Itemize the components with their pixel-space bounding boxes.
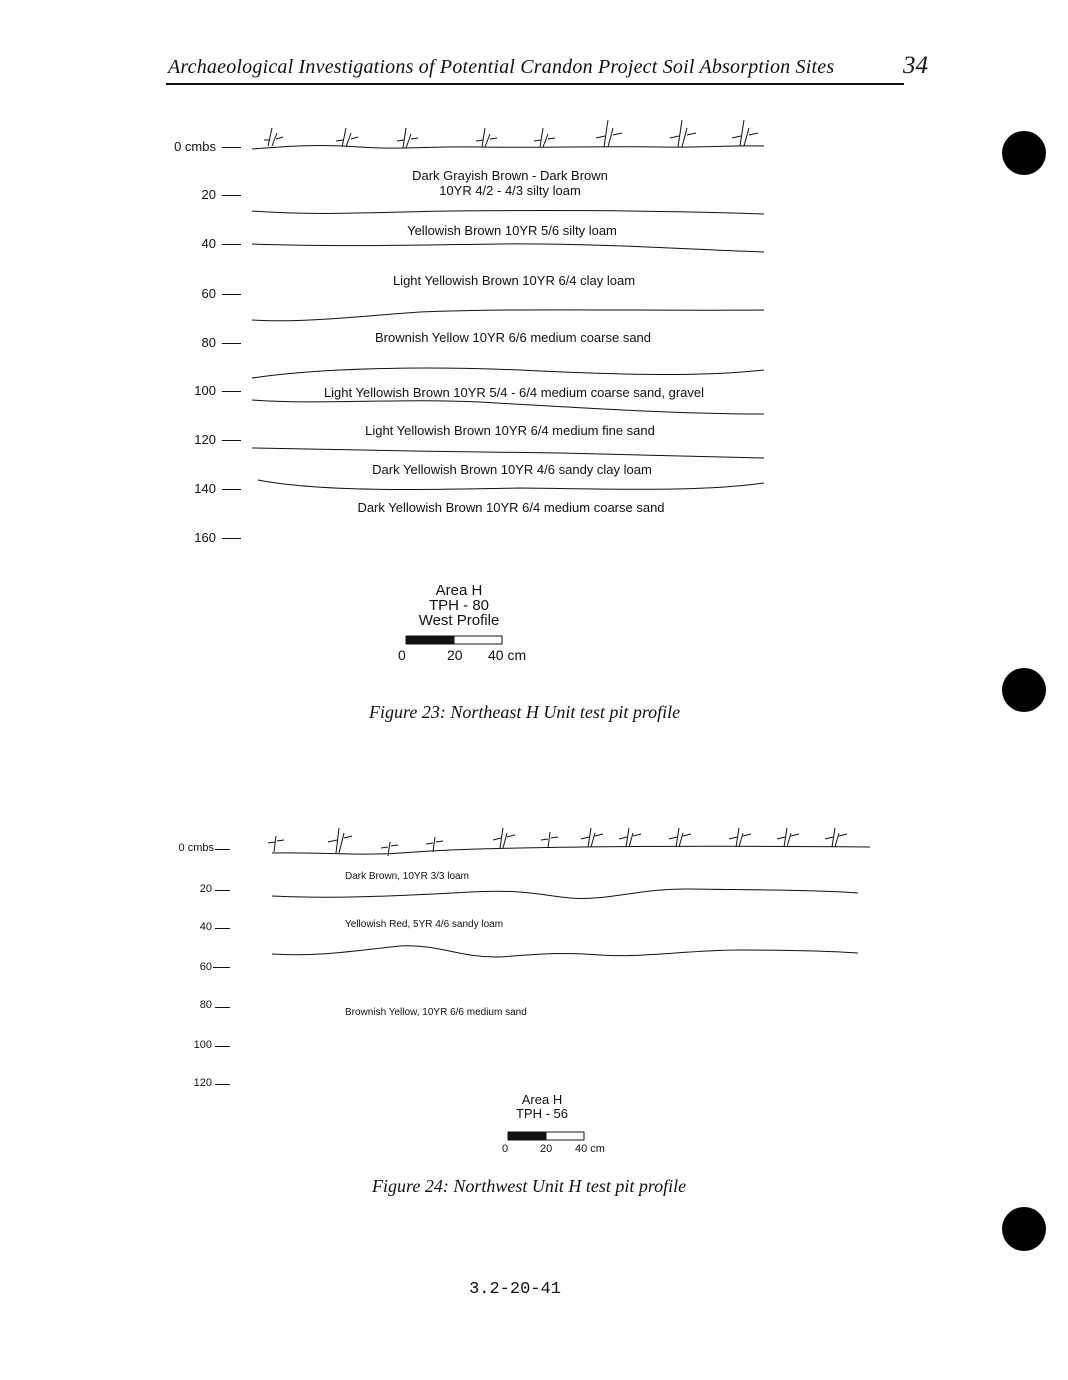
depth-label: 0 cmbs (174, 139, 216, 154)
depth-label: 160 (194, 530, 216, 545)
running-header-title: Archaeological Investigations of Potential Crandon Project Soil Absorption Sites (168, 56, 835, 78)
depth-label: 60 (201, 286, 216, 301)
depth-label: 20 (199, 883, 212, 895)
scale-label: 0 (398, 647, 406, 663)
horizon-label-line: Dark Grayish Brown - Dark Brown (412, 168, 608, 183)
grass-tuft-symbol (669, 828, 691, 847)
horizon-label: Light Yellowish Brown 10YR 6/4 medium fine sand (365, 423, 655, 438)
grass-tuft-symbol (493, 828, 515, 848)
depth-label: 100 (193, 1039, 212, 1051)
figure-caption: Figure 23: Northeast H Unit test pit profile (369, 702, 681, 722)
ground-surface-line (272, 846, 870, 854)
horizon-label: Dark Brown, 10YR 3/3 loam (345, 871, 469, 882)
profile-area: Area H (521, 1092, 563, 1107)
horizon-label: Yellowish Red, 5YR 4/6 sandy loam (345, 919, 504, 930)
profile-area: Area H (435, 582, 483, 599)
horizon-label: Yellowish Brown 10YR 5/6 silty loam (407, 223, 617, 238)
horizon-label: Light Yellowish Brown 10YR 6/4 clay loam (392, 273, 636, 288)
grass-tuft-symbol (581, 828, 603, 847)
depth-label: 40 (201, 236, 216, 251)
horizon-label-line: 10YR 4/2 - 4/3 silty loam (439, 183, 581, 198)
scale-bar (508, 1132, 584, 1140)
page-number: 34 (903, 52, 928, 79)
grass-tuft-symbol (328, 828, 352, 853)
depth-label: 80 (201, 335, 216, 350)
depth-label: 100 (194, 383, 216, 398)
depth-label: 40 (199, 921, 212, 933)
horizon-boundary-line (272, 889, 858, 899)
profile-pit-id: TPH - 80 (428, 597, 489, 614)
profile-pit-id: TPH - 56 (515, 1106, 568, 1121)
horizon-label: Light Yellowish Brown 10YR 5/4 - 6/4 medium coarse sand, gravel (323, 385, 705, 400)
grass-tuft-symbol (426, 837, 443, 852)
figure-caption: Figure 24: Northwest Unit H test pit profile (372, 1176, 687, 1196)
grass-tuft-symbol (777, 828, 799, 847)
scale-label: 20 (540, 1143, 553, 1155)
depth-label: 120 (193, 1077, 212, 1089)
depth-label: 20 (201, 187, 216, 202)
profile-id-block (482, 1093, 602, 1121)
grass-tuft-symbol (619, 828, 641, 847)
grass-tuft-symbol (268, 836, 284, 852)
scale-label: 20 (447, 647, 463, 663)
depth-label: 0 cmbs (178, 842, 214, 854)
depth-label: 140 (194, 481, 216, 496)
depth-label: 80 (199, 999, 212, 1011)
depth-label: 120 (194, 432, 216, 447)
scale-label: 40 cm (488, 647, 527, 663)
grass-tuft-symbol (825, 828, 847, 847)
scale-label: 0 (502, 1143, 509, 1155)
document-number: 3.2-20-41 (469, 1280, 561, 1299)
grass-tuft-symbol (541, 832, 558, 848)
punch-hole-bottom (1002, 1207, 1046, 1251)
horizon-label: Brownish Yellow 10YR 6/6 medium coarse sand (374, 330, 652, 345)
horizon-boundary-line (272, 946, 858, 957)
horizon-label: Dark Yellowish Brown 10YR 4/6 sandy clay loam (372, 462, 652, 477)
horizon-label: Dark Yellowish Brown 10YR 6/4 medium coarse sand (357, 500, 665, 515)
profile-wall: West Profile (418, 612, 500, 629)
depth-label: 60 (199, 961, 212, 973)
grass-tuft-symbol (729, 828, 751, 847)
horizon-label: Brownish Yellow, 10YR 6/6 medium sand (345, 1007, 527, 1018)
scale-label: 40 cm (575, 1143, 605, 1155)
